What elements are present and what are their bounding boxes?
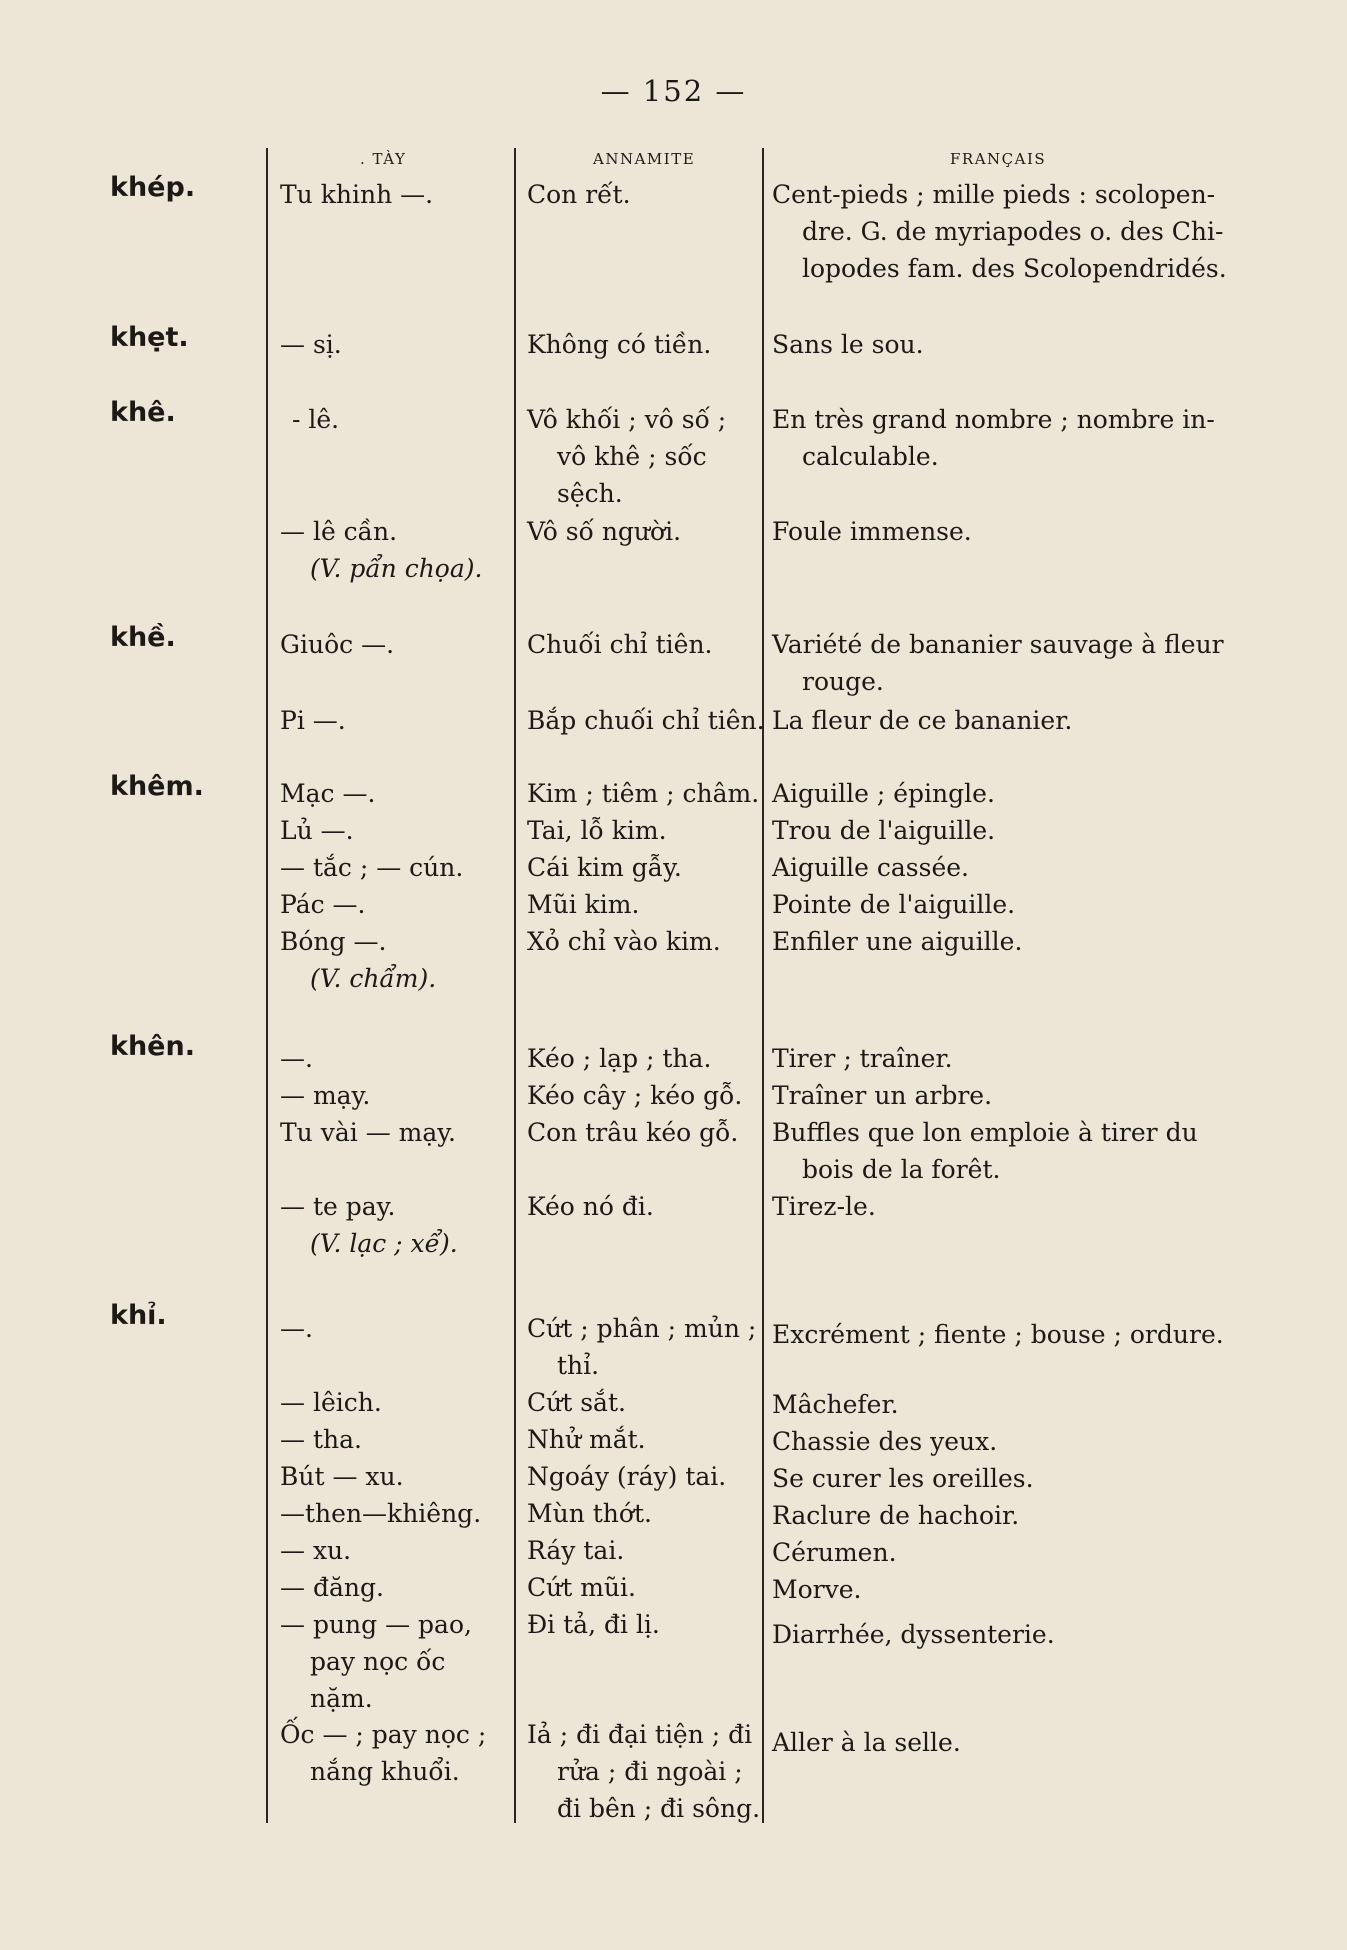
entry-headword: khỉ. <box>110 1300 167 1331</box>
francais-text <box>772 401 1215 475</box>
tay-line: — pung — pao, <box>280 1610 472 1639</box>
tay-text: Tu vài — mạy. <box>280 1118 457 1147</box>
annamite-text: Ngoáy (ráy) tai. <box>527 1462 727 1491</box>
francais-text <box>772 626 1224 700</box>
entry-headword: khép. <box>110 172 196 203</box>
francais-text: Diarrhée, dyssenterie. <box>772 1620 1055 1649</box>
annamite-line: Cứt ; phân ; mủn ; <box>527 1314 757 1343</box>
annamite-text: Bắp chuối chỉ tiên. <box>527 706 765 735</box>
tay-text: Giuôc —. <box>280 630 395 659</box>
tay-text: — sị. <box>280 330 342 359</box>
francais-line: Buffles que lon emploie à tirer du <box>772 1118 1198 1147</box>
annamite-text: Con trâu kéo gỗ. <box>527 1118 739 1147</box>
annamite-text: Kéo nó đi. <box>527 1192 654 1221</box>
tay-reference: (V. lạc ; xể). <box>310 1229 458 1258</box>
francais-text: Morve. <box>772 1575 862 1604</box>
francais-line: lopodes fam. des Scolopendridés. <box>802 254 1227 283</box>
tay-text: — mạy. <box>280 1081 371 1110</box>
tay-line: Bóng —. <box>280 927 387 956</box>
tay-text <box>280 1606 472 1717</box>
tay-text: Pác —. <box>280 890 366 919</box>
tay-line: nặm. <box>310 1684 373 1713</box>
tay-reference: (V. pẩn chọa). <box>310 554 483 583</box>
francais-text <box>772 176 1227 287</box>
annamite-text: Nhử mắt. <box>527 1425 646 1454</box>
francais-text <box>772 1114 1198 1188</box>
annamite-text <box>527 1716 760 1827</box>
annamite-text: Kéo cây ; kéo gỗ. <box>527 1081 743 1110</box>
francais-text: Aller à la selle. <box>772 1728 961 1757</box>
tay-text: Pi —. <box>280 706 346 735</box>
annamite-text: Đi tả, đi lị. <box>527 1610 660 1639</box>
francais-text: Aiguille cassée. <box>772 853 969 882</box>
annamite-text: Xỏ chỉ vào kim. <box>527 927 721 956</box>
francais-text: Sans le sou. <box>772 330 924 359</box>
annamite-text: Kéo ; lạp ; tha. <box>527 1044 712 1073</box>
francais-text: Excrément ; fiente ; bouse ; ordure. <box>772 1320 1224 1349</box>
page-number: — 152 — <box>600 74 747 108</box>
francais-line: En très grand nombre ; nombre in- <box>772 405 1215 434</box>
column-rule-3 <box>762 148 764 1823</box>
tay-text: — xu. <box>280 1536 352 1565</box>
francais-text: Tirez-le. <box>772 1192 876 1221</box>
francais-text: Foule immense. <box>772 517 972 546</box>
annamite-text: Kim ; tiêm ; châm. <box>527 779 760 808</box>
annamite-line: thỉ. <box>557 1351 600 1380</box>
tay-line: — te pay. <box>280 1192 396 1221</box>
francais-text: Cérumen. <box>772 1538 897 1567</box>
annamite-text: Vô số người. <box>527 517 682 546</box>
francais-text: Mâchefer. <box>772 1390 899 1419</box>
francais-text: Raclure de hachoir. <box>772 1501 1020 1530</box>
tay-text: — lêich. <box>280 1388 382 1417</box>
tay-text: —then—khiêng. <box>280 1499 482 1528</box>
entry-headword: khề. <box>110 622 176 653</box>
column-header-tay: . TÀY <box>360 150 407 168</box>
entry-headword: khê. <box>110 397 176 428</box>
francais-text: Se curer les oreilles. <box>772 1464 1034 1493</box>
tay-text <box>280 1188 458 1262</box>
francais-text: Tirer ; traîner. <box>772 1044 953 1073</box>
annamite-text: Ráy tai. <box>527 1536 625 1565</box>
francais-line: dre. G. de myriapodes o. des Chi- <box>802 217 1224 246</box>
annamite-text: Mùn thớt. <box>527 1499 652 1528</box>
tay-text: — đăng. <box>280 1573 384 1602</box>
entry-headword: khẹt. <box>110 322 189 353</box>
entry-headword: khêm. <box>110 771 204 802</box>
tay-text: —. <box>280 1314 313 1343</box>
tay-line: Ốc — ; pay nọc ; <box>280 1720 487 1749</box>
francais-line: Cent-pieds ; mille pieds : scolopen- <box>772 180 1216 209</box>
francais-text: La fleur de ce bananier. <box>772 706 1073 735</box>
column-header-annamite: ANNAMITE <box>593 150 696 168</box>
tay-line: nắng khuổi. <box>310 1757 460 1786</box>
tay-text: —. <box>280 1044 313 1073</box>
tay-text: Lủ —. <box>280 816 354 845</box>
annamite-text: Con rết. <box>527 180 631 209</box>
tay-reference: (V. chẩm). <box>310 964 437 993</box>
tay-text <box>280 513 482 587</box>
annamite-text: Cái kim gẫy. <box>527 853 682 882</box>
annamite-text: Cứt sắt. <box>527 1388 626 1417</box>
francais-line: rouge. <box>802 667 884 696</box>
tay-text: — tắc ; — cún. <box>280 853 464 882</box>
annamite-text: Không có tiền. <box>527 330 712 359</box>
tay-line: pay nọc ốc <box>310 1647 446 1676</box>
francais-text: Traîner un arbre. <box>772 1081 993 1110</box>
entry-headword: khên. <box>110 1031 195 1062</box>
column-header-francais: FRANÇAIS <box>950 150 1047 168</box>
column-rule-2 <box>514 148 516 1823</box>
tay-text <box>280 923 436 997</box>
annamite-text: Cứt mũi. <box>527 1573 636 1602</box>
francais-text: Aiguille ; épingle. <box>772 779 995 808</box>
francais-text: Enfiler une aiguille. <box>772 927 1023 956</box>
tay-text: Tu khinh —. <box>280 180 434 209</box>
francais-line: Variété de bananier sauvage à fleur <box>772 630 1224 659</box>
tay-line: — lê cần. <box>280 517 398 546</box>
francais-text: Pointe de l'aiguille. <box>772 890 1016 919</box>
annamite-text <box>527 401 726 512</box>
francais-line: bois de la forêt. <box>802 1155 1001 1184</box>
column-rule-1 <box>266 148 268 1823</box>
francais-text: Chassie des yeux. <box>772 1427 998 1456</box>
tay-text: Mạc —. <box>280 779 376 808</box>
tay-text: - lê. <box>292 405 340 434</box>
annamite-line: vô khê ; sốc <box>557 442 707 471</box>
annamite-text <box>527 1310 756 1384</box>
annamite-text: Tai, lỗ kim. <box>527 816 667 845</box>
tay-text: Bút — xu. <box>280 1462 404 1491</box>
francais-line: calculable. <box>802 442 939 471</box>
annamite-line: Iả ; đi đại tiện ; đi <box>527 1720 753 1749</box>
annamite-line: đi bên ; đi sông. <box>557 1794 761 1823</box>
annamite-line: sệch. <box>557 479 623 508</box>
annamite-text: Mũi kim. <box>527 890 640 919</box>
annamite-line: Vô khối ; vô số ; <box>527 405 727 434</box>
annamite-line: rửa ; đi ngoài ; <box>557 1757 743 1786</box>
francais-text: Trou de l'aiguille. <box>772 816 996 845</box>
tay-text <box>280 1716 486 1790</box>
tay-text: — tha. <box>280 1425 362 1454</box>
annamite-text: Chuối chỉ tiên. <box>527 630 713 659</box>
